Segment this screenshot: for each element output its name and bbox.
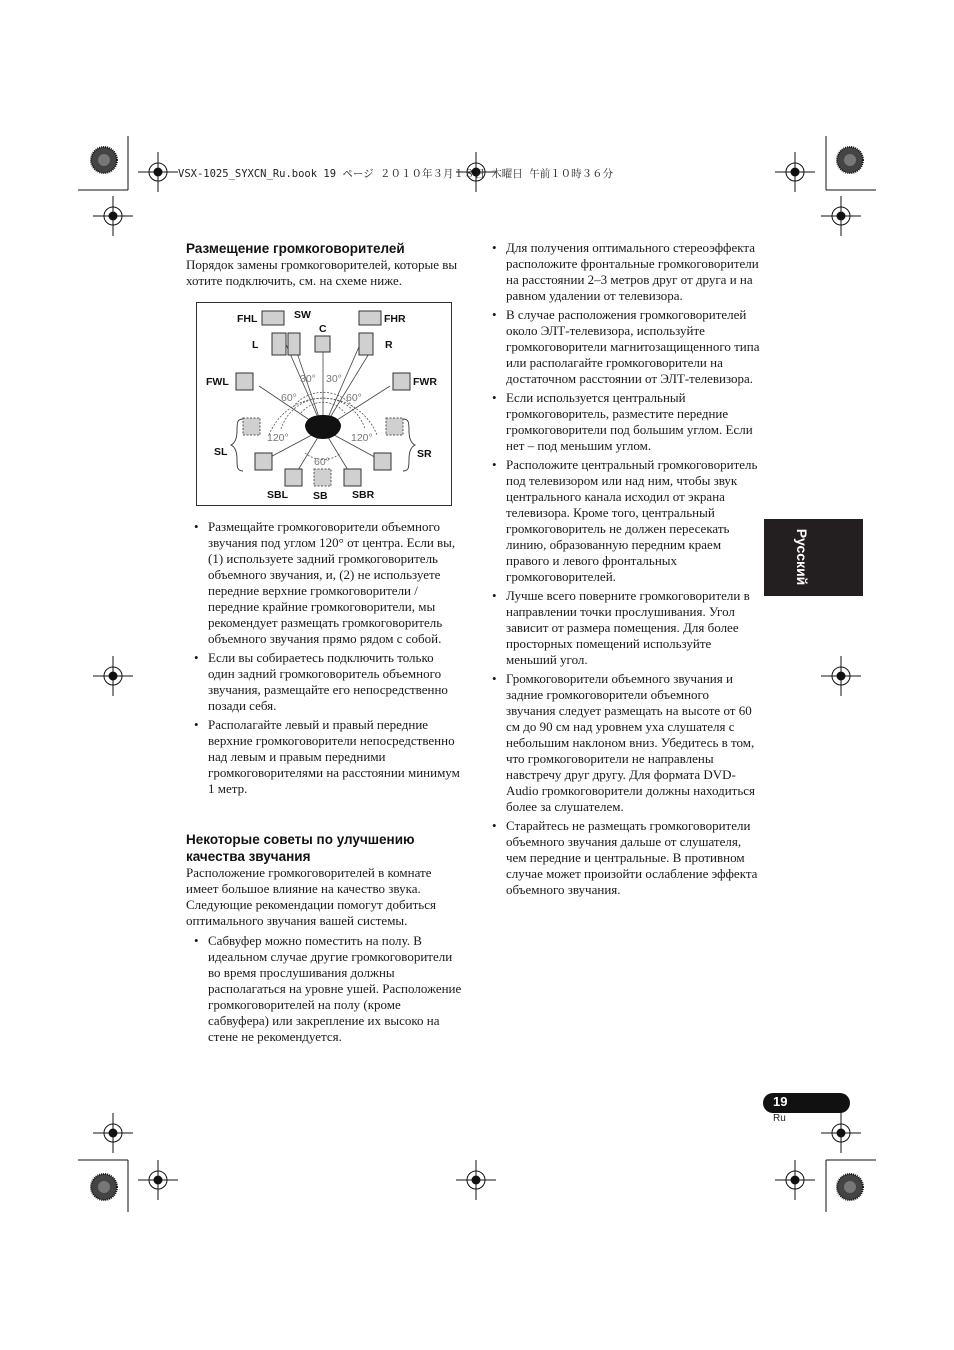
label-sb: SB (313, 490, 328, 502)
label-sr: SR (417, 448, 432, 460)
list-item: • В случае расположения громкоговорителей около ЭЛТ-телевизора, используйте громкоговорители магнитозащищенного типа или располагайте громкоговорители на достаточном расстоянии от ЭЛТ-телевизора. (484, 307, 760, 387)
list-item: • Старайтесь не размещать громкоговорители объемного звучания дальше от слушателя, чем передние и центральные. В противном случае может произойти ослабление эффекта объемного звучания. (484, 818, 760, 898)
language-tab-label: Русский (794, 528, 810, 586)
speaker-sr (374, 453, 391, 470)
page-number: 19 (773, 1094, 788, 1109)
right-column-bullets (484, 240, 760, 901)
speaker-diagram-svg (197, 303, 451, 505)
speaker-fhl (262, 311, 284, 325)
speaker-sbl (285, 469, 302, 486)
angle-120-right: 120° (351, 432, 373, 444)
label-fwl: FWL (206, 376, 229, 388)
label-sw: SW (294, 309, 311, 321)
list-item: • Сабвуфер можно поместить на полу. В идеальном случае другие громкоговорители во время прослушивания должны располагаться на уровне ушей. Расположение громкоговорителей на полу (кроме сабвуфера) или закрепление их высоко на стене не рекомендуется. (186, 933, 462, 1045)
speaker-sr-alt (386, 418, 403, 435)
angle-30-left: 30° (300, 373, 316, 385)
list-item: • Лучше всего поверните громкоговорители в направлении точки прослушивания. Угол зависит от размера помещения. Для более просторных помещений используйте меньший угол. (484, 588, 760, 668)
tips-bullets (186, 933, 462, 1048)
speaker-l (272, 333, 286, 355)
print-header: VSX-1025_SYXCN_Ru.book 19 ページ ２０１０年３月１８日 木曜日 午前１０時３６分 (178, 168, 614, 180)
label-sbr: SBR (352, 489, 375, 501)
section-title-tips: Некоторые советы по улучшению качества звучания (186, 832, 415, 864)
page-number-badge (763, 1093, 850, 1113)
speaker-r (359, 333, 373, 355)
label-fhr: FHR (384, 313, 406, 325)
speaker-sw (288, 333, 300, 355)
angle-30-right: 30° (326, 373, 342, 385)
speaker-fhr (359, 311, 381, 325)
label-fwr: FWR (413, 376, 437, 388)
label-l: L (252, 339, 259, 351)
section-intro-placement: Порядок замены громкоговорителей, которые вы хотите подключить, см. на схеме ниже. (186, 257, 458, 288)
label-sl: SL (214, 446, 228, 458)
angle-60-right: 60° (346, 392, 362, 404)
placement-bullets (186, 519, 462, 800)
label-c: C (319, 323, 327, 335)
list-item: • Если вы собираетесь подключить только один задний громкоговоритель объемного звучания, размещайте его непосредственно позади себя. (186, 650, 462, 714)
speaker-sbr (344, 469, 361, 486)
label-r: R (385, 339, 393, 351)
speaker-placement-diagram (196, 302, 452, 506)
angle-60-back: 60° (314, 456, 330, 468)
speaker-c (315, 336, 330, 352)
list-item: • Для получения оптимального стереоэффекта расположите фронтальные громкоговорители на расстоянии 2–3 метров друг от друга и на равном удалении от телевизора. (484, 240, 760, 304)
label-fhl: FHL (237, 313, 258, 325)
speaker-sb (314, 469, 331, 486)
speaker-fwr (393, 373, 410, 390)
list-item: • Если используется центральный громкоговоритель, разместите передние громкоговорители под большим углом. Если нет – под меньшим углом. (484, 390, 760, 454)
speaker-sl (255, 453, 272, 470)
list-item: • Расположите центральный громкоговоритель под телевизором или над ним, чтобы звук центрального канала исходил от экрана телевизора. Кроме того, центральный громкоговоритель не должен пересекать линию, образованную передним краем правого и левого фронтальных громкоговорителей. (484, 457, 760, 585)
angle-60-left: 60° (281, 392, 297, 404)
language-side-tab (764, 519, 863, 596)
list-item: • Громкоговорители объемного звучания и задние громкоговорители объемного звучания следует размещать на высоте от 60 см до 90 см над уровнем уха слушателя с небольшим наклоном вниз. Убедитесь в том, что громкоговорители не направлены навстречу друг другу. Для формата DVD-Audio громкоговорители должны находиться более за слушателем. (484, 671, 760, 815)
section-intro-tips: Расположение громкоговорителей в комнате имеет большое влияние на качество звука. Следующие рекомендации помогут добиться оптимального звучания вашей системы. (186, 865, 436, 928)
list-item: • Располагайте левый и правый передние верхние громкоговорители непосредственно над левым и правым передними громкоговорителями на расстоянии минимум 1 метр. (186, 717, 462, 797)
speaker-fwl (236, 373, 253, 390)
angle-120-left: 120° (267, 432, 289, 444)
list-item: • Размещайте громкоговорители объемного звучания под углом 120° от центра. Если вы, (1) используете задний громкоговоритель объемного звучания, и, (2) не используете передние верхние громкоговорители / передние крайние громкоговорители, мы рекомендует размещать громкоговоритель объемного звучания прямо рядом с собой. (186, 519, 462, 647)
section-title-placement: Размещение громкоговорителей (186, 241, 405, 256)
label-sbl: SBL (267, 489, 288, 501)
speaker-sl-alt (243, 418, 260, 435)
page-language-code: Ru (773, 1113, 786, 1124)
